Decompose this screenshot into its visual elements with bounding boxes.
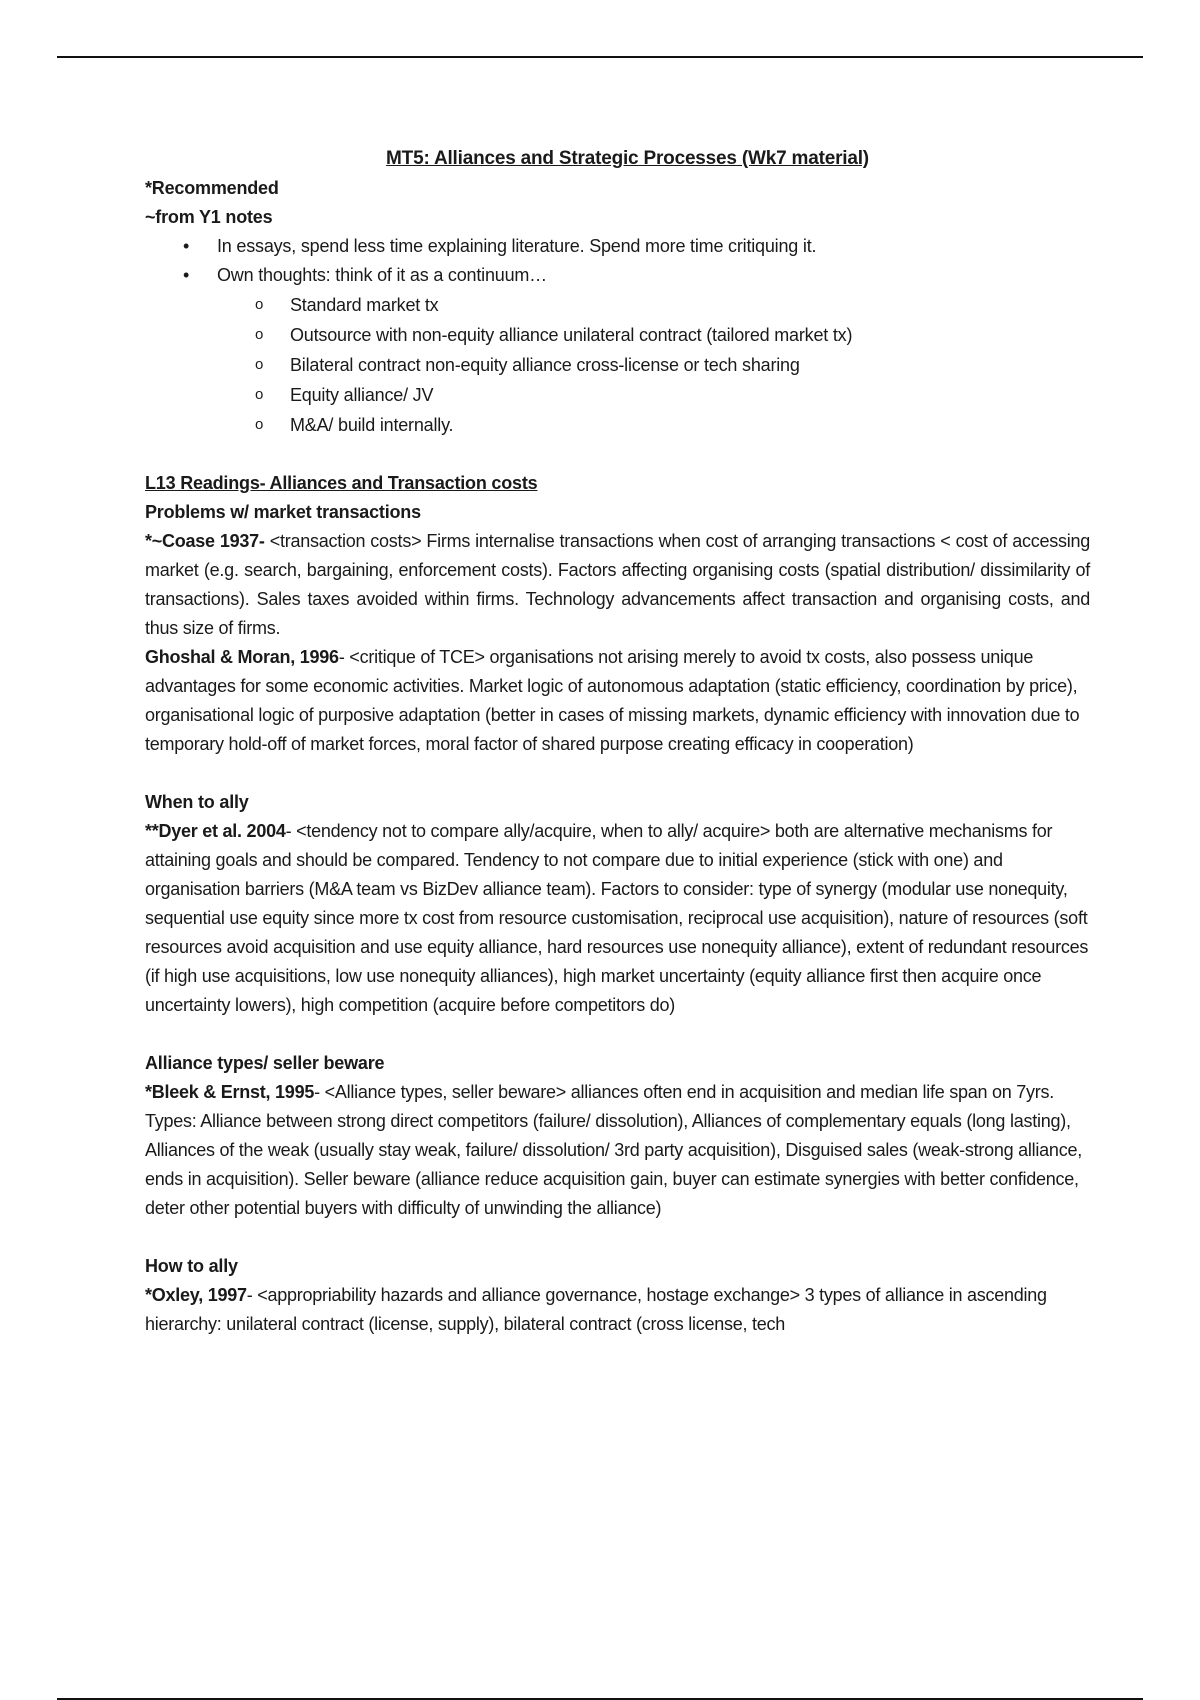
paragraph-oxley bbox=[145, 1281, 1090, 1339]
continuum-list bbox=[145, 290, 1090, 440]
paragraph-text: - <tendency not to compare ally/acquire, when to ally/ acquire> both are alternative mechanisms for attaining goals and should be compared. Tendency to not compare due to initial experience (stick with one) and organisation barriers (M&A team vs BizDev alliance team). Factors to consider: type of synergy (modular use nonequity, sequential use equity since more tx cost from resource customisation, reciprocal use acquisition), nature of resources (soft resources avoid acquisition and use equity alliance, hard resources use nonequity alliance), extent of redundant resources (if high use acquisitions, low use nonequity alliances), high market uncertainty (equity alliance first then acquire once uncertainty lowers), high competition (acquire before competitors do) bbox=[145, 821, 1089, 1015]
paragraph-ghoshal bbox=[145, 643, 1090, 759]
subheading-when-to-ally: When to ally bbox=[145, 792, 249, 812]
document-title: MT5: Alliances and Strategic Processes (Wk7 material) bbox=[386, 148, 869, 169]
paragraph-text: - <critique of TCE> organisations not arising merely to avoid tx costs, also possess unique advantages for some economic activities. Market logic of autonomous adaptation (static efficiency, coordination by price), organisational logic of purposive adaptation (better in cases of missing markets, dynamic efficiency with innovation due to temporary hold-off of market forces, moral factor of shared purpose creating efficacy in cooperation) bbox=[145, 647, 1080, 754]
paragraph-coase bbox=[145, 527, 1090, 643]
paragraph-text: - <appropriability hazards and alliance governance, hostage exchange> 3 types of alliance in ascending hierarchy: unilateral contract (license, supply), bilateral contract (cross license, tech bbox=[145, 1285, 1047, 1334]
citation-bleek: *Bleek & Ernst, 1995 bbox=[145, 1082, 315, 1102]
list-item: • In essays, spend less time explaining literature. Spend more time critiquing it. bbox=[145, 232, 1090, 261]
legend-from-y1: ~from Y1 notes bbox=[145, 207, 273, 227]
list-item: o Bilateral contract non-equity alliance cross-license or tech sharing bbox=[145, 350, 1090, 380]
list-item: o Standard market tx bbox=[145, 290, 1090, 320]
paragraph-text: - <Alliance types, seller beware> alliances often end in acquisition and median life span on 7yrs. Types: Alliance between strong direct competitors (failure/ dissolution), Alliances of complementary equals (long lasting), Alliances of the weak (usually stay weak, failure/ dissolution/ 3rd party acquisition), Disguised sales (weak-strong alliance, ends in acquisition). Seller beware (alliance reduce acquisition gain, buyer can estimate synergies with better confidence, deter other potential buyers with difficulty of unwinding the alliance) bbox=[145, 1082, 1082, 1218]
paragraph-text: <transaction costs> Firms internalise transactions when cost of arranging transactions < cost of accessing market (e.g. search, bargaining, enforcement costs). Factors affecting organising costs (spatial distribution/ dissimilarity of transactions). Sales taxes avoided within firms. Technology advancements affect transaction and organising costs, and thus size of firms. bbox=[145, 531, 1090, 638]
paragraph-dyer bbox=[145, 817, 1090, 1020]
subheading-how-to-ally: How to ally bbox=[145, 1256, 238, 1276]
citation-ghoshal: Ghoshal & Moran, 1996 bbox=[145, 647, 339, 667]
paragraph-bleek bbox=[145, 1078, 1090, 1223]
header-rule bbox=[57, 56, 1143, 58]
citation-dyer: **Dyer et al. 2004 bbox=[145, 821, 286, 841]
document-page bbox=[145, 144, 1090, 1339]
legend-recommended: *Recommended bbox=[145, 178, 279, 198]
subheading-alliance-types: Alliance types/ seller beware bbox=[145, 1053, 385, 1073]
list-item: • Own thoughts: think of it as a continuum… bbox=[145, 261, 1090, 290]
citation-oxley: *Oxley, 1997 bbox=[145, 1285, 247, 1305]
section-heading-l13: L13 Readings- Alliances and Transaction costs bbox=[145, 473, 538, 493]
list-item: o Equity alliance/ JV bbox=[145, 380, 1090, 410]
list-item: o Outsource with non-equity alliance unilateral contract (tailored market tx) bbox=[145, 320, 1090, 350]
subheading-problems: Problems w/ market transactions bbox=[145, 502, 421, 522]
list-item: o M&A/ build internally. bbox=[145, 410, 1090, 440]
citation-coase: *~Coase 1937- bbox=[145, 531, 265, 551]
tips-list bbox=[145, 232, 1090, 290]
